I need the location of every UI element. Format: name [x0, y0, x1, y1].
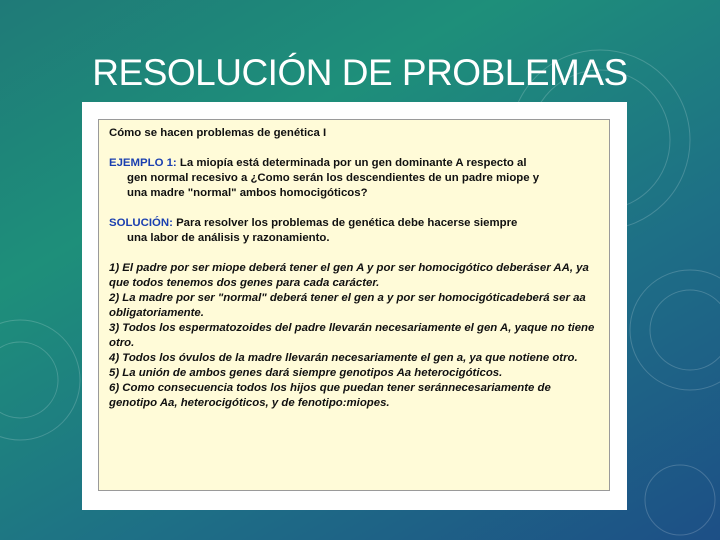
- slide-title: RESOLUCIÓN DE PROBLEMAS: [92, 52, 628, 93]
- step-3-line2: que no tiene otro.: [109, 322, 595, 349]
- example-line3: una madre "normal" ambos homocigóticos?: [127, 187, 368, 199]
- example-paragraph: [109, 156, 601, 171]
- example-line1: La miopía está determinada por un gen dominante A respecto al: [176, 157, 527, 169]
- step-4: [109, 351, 601, 366]
- step-1-line2: ser AA, ya que todos tenemos dos genes para cada carácter.: [109, 262, 589, 289]
- step-2-line2: deberá ser aa obligatoriamente.: [109, 292, 586, 319]
- solution-paragraph: [109, 216, 601, 231]
- step-6: [109, 381, 601, 411]
- step-1-line1: 1) El padre por ser miope deberá tener el gen A y por ser homocigótico deberá: [109, 262, 534, 274]
- solution-line2: una labor de análisis y razonamiento.: [127, 232, 330, 244]
- example-line2: gen normal recesivo a ¿Como serán los descendientes de un padre miope y: [127, 172, 540, 184]
- example-label: EJEMPLO 1:: [109, 157, 177, 169]
- step-6-line2: necesariamente de genotipo Aa, heterocigóticos, y de fenotipo:: [109, 382, 551, 409]
- step-6-line1: 6) Como consecuencia todos los hijos que puedan tener serán: [109, 382, 449, 394]
- step-6-line3: miopes.: [346, 397, 390, 409]
- solution-label: SOLUCIÓN:: [109, 217, 173, 229]
- document-excerpt: [98, 119, 610, 491]
- step-5: [109, 366, 601, 381]
- document-heading: Cómo se hacen problemas de genética I: [109, 127, 327, 139]
- step-3-line1: 3) Todos los espermatozoides del padre llevarán necesariamente el gen A, ya: [109, 322, 528, 334]
- step-4-line1: 4) Todos los óvulos de la madre llevarán necesariamente el gen a, ya que no: [109, 352, 523, 364]
- solution-line1: Para resolver los problemas de genética debe hacerse siempre: [172, 217, 518, 229]
- step-4-line2: tiene otro.: [522, 352, 578, 364]
- step-2-line1: 2) La madre por ser "normal" deberá tener el gen a y por ser homocigótica: [109, 292, 513, 304]
- step-1: [109, 261, 601, 291]
- step-2: [109, 291, 601, 321]
- step-3: [109, 321, 601, 351]
- content-card: [82, 102, 627, 510]
- step-5-line1: 5) La unión de ambos genes dará siempre genotipos Aa heterocigóticos.: [109, 367, 503, 379]
